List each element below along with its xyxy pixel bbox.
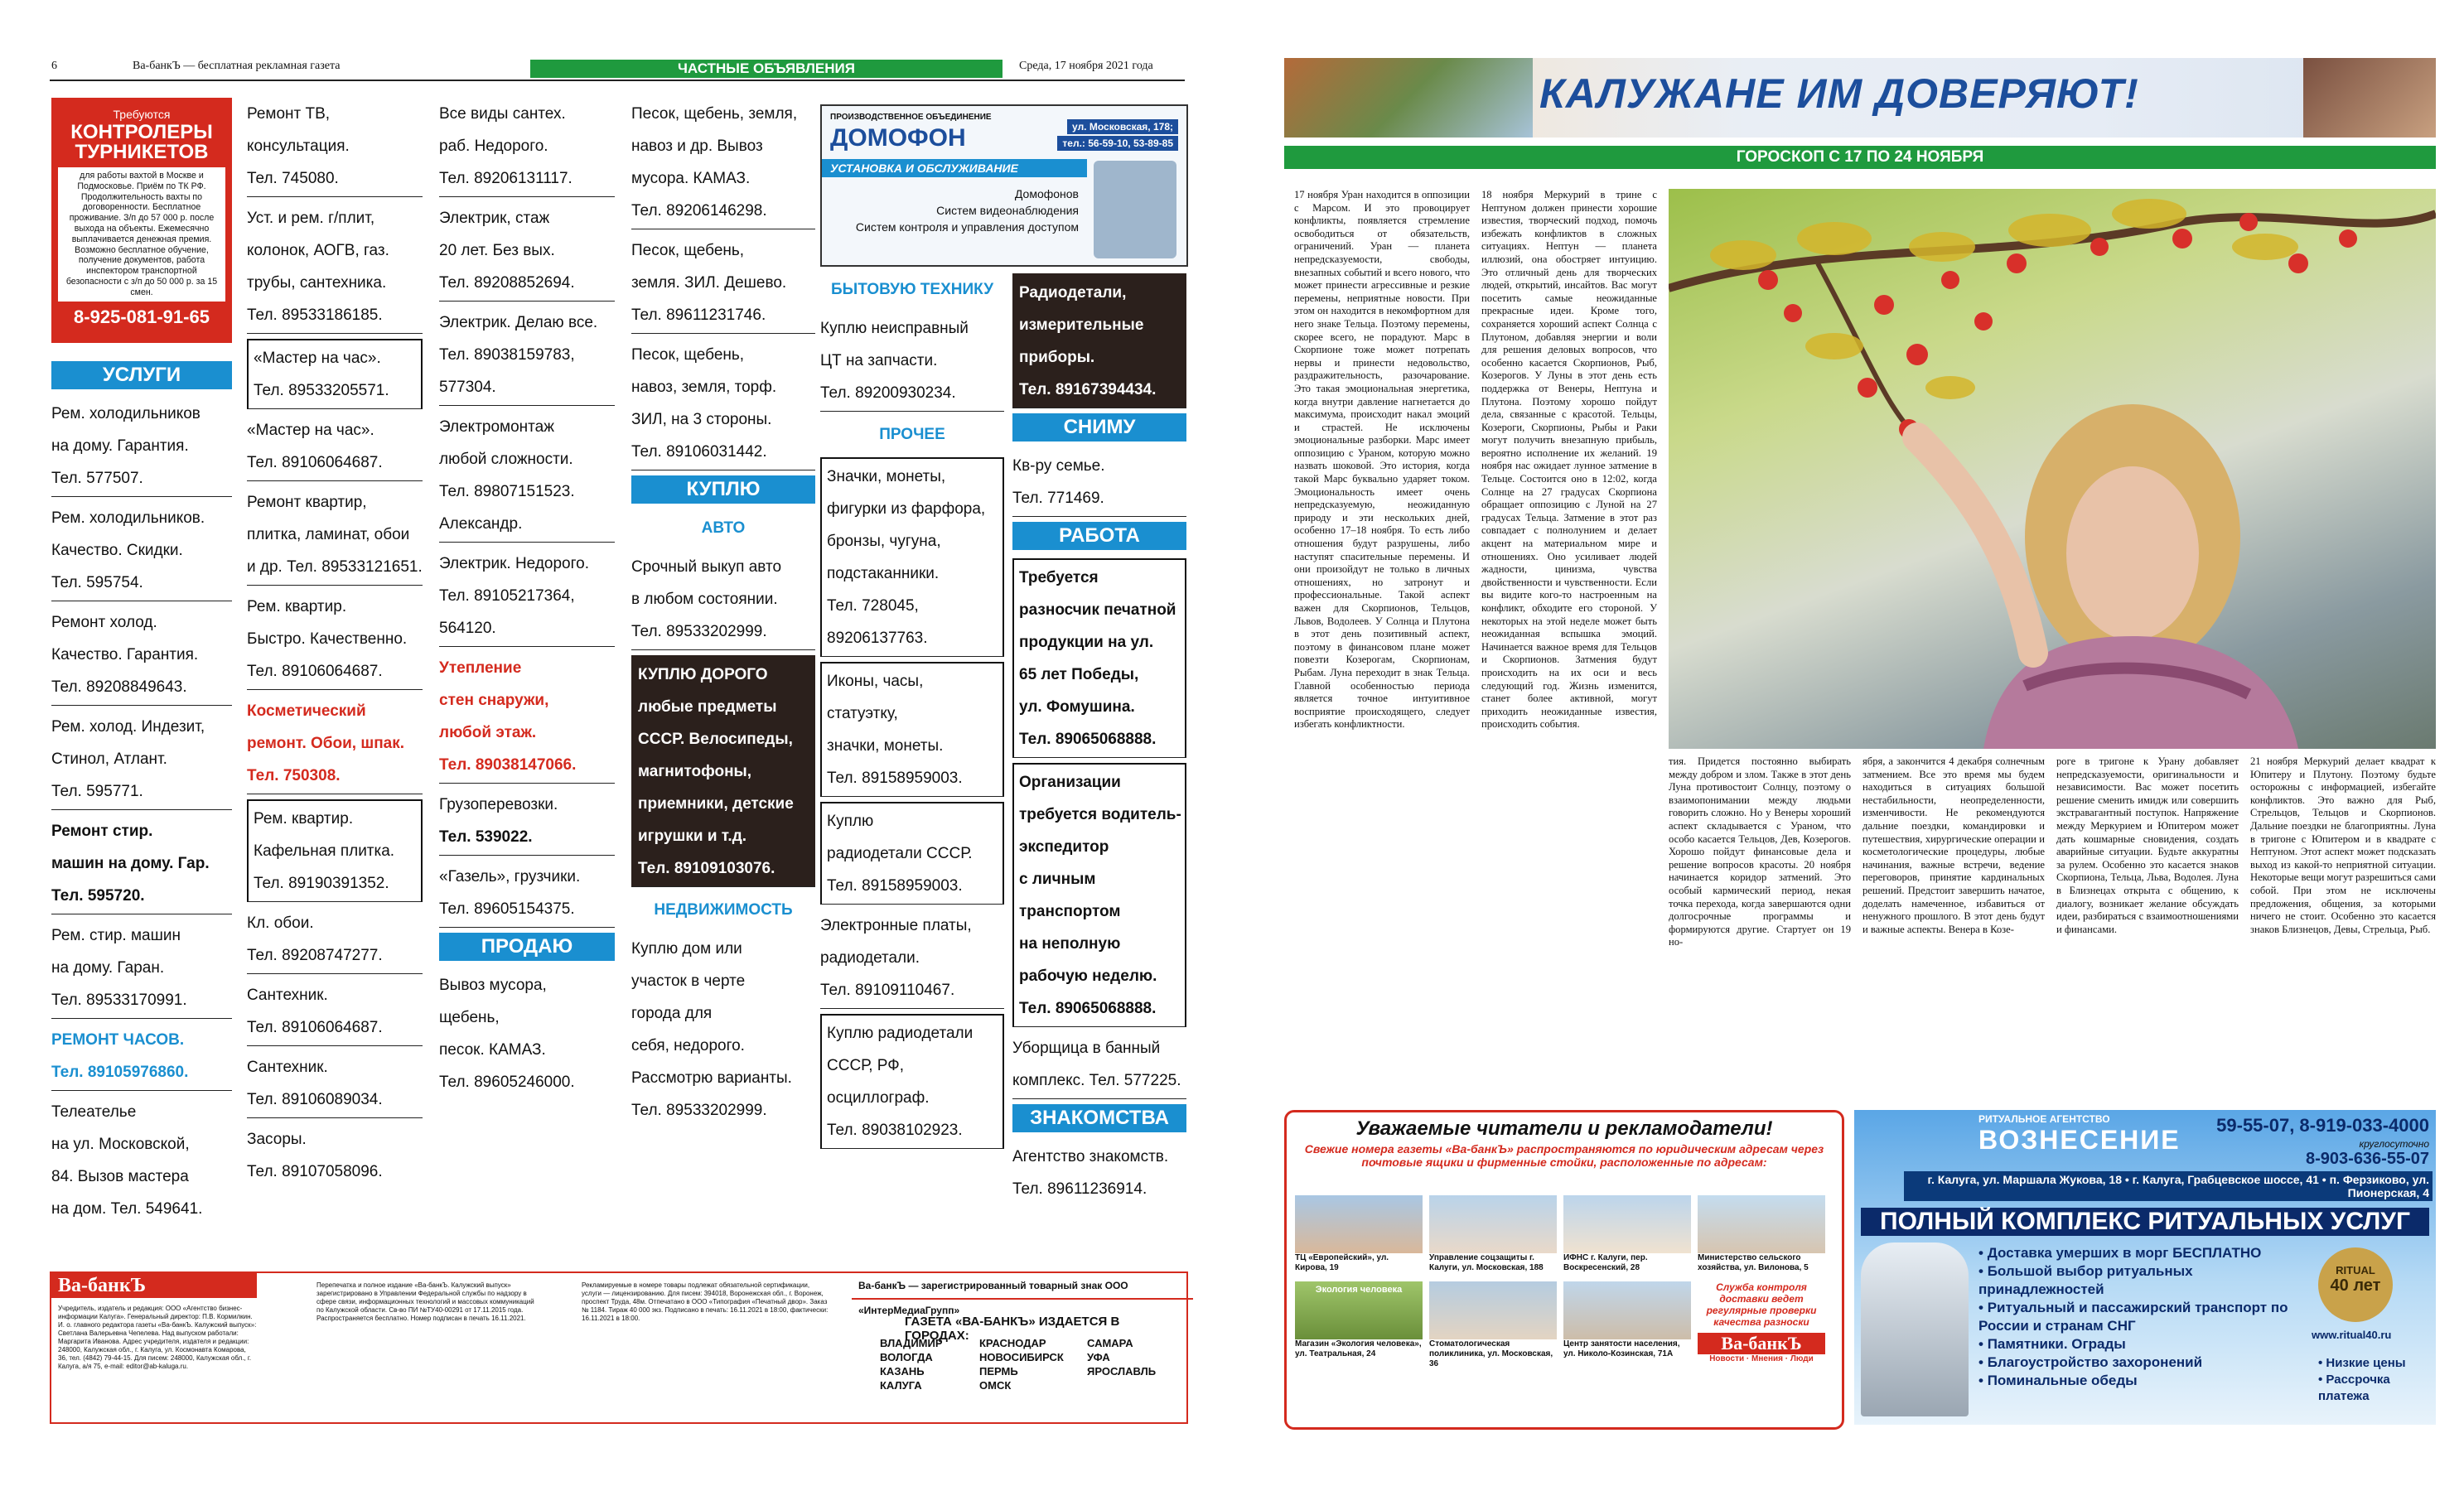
store-photo: Экология человека <box>1295 1281 1423 1339</box>
subsection-other: ПРОЧЕЕ <box>879 426 945 443</box>
ad-item: Куплю радиодетали СССР. Тел. 89158959003. <box>820 802 1004 905</box>
column-2 <box>247 98 423 1194</box>
ad-item: Уборщица в банный комплекс. Тел. 577225. <box>1012 1032 1186 1099</box>
location: Управление соцзащиты г. Калуги, ул. Московская, 188 <box>1429 1195 1557 1273</box>
service-item: • Поминальные обеды <box>1978 1373 2138 1388</box>
ad-item: РЕМОНТ ЧАСОВ. Тел. 89105976860. <box>51 1024 232 1091</box>
ad-item: Куплю неисправный ЦТ на запчасти. Тел. 89200930234. <box>820 312 1004 412</box>
ad-item-highlight: Радиодетали, измерительные приборы. Тел. 89167394434. <box>1012 273 1186 408</box>
subsection-tech: БЫТОВУЮ ТЕХНИКУ <box>830 281 994 298</box>
ad-turniket-title: КОНТРОЛЕРЫ ТУРНИКЕТОВ <box>70 121 213 163</box>
horoscope-col-5: роге в тригоне к Урану добавляет непредсказуемости, оригинальности и независимости. Вас может посетить решение сменить имидж или совершить экстравагантный поступок. Напряжение между Меркурием и Юпитером может дать кошмарные сновидения, создать аварийные ситуации. Будьте аккуратны за рулем. Особенно это касается знаков Скорпиона, Тельца, Льва, Водолея. Луна в Близнецах открыта с общению, к диалогу, возникает желание обсуждать идеи, разбираться с взаимоотношениями и финансами. <box>2056 755 2239 935</box>
location: Экология человека Магазин «Экология человека», ул. Театральная, 24 <box>1295 1281 1423 1369</box>
building-photo <box>1698 1195 1825 1253</box>
banner-title: КАЛУЖАНЕ ИМ ДОВЕРЯЮТ! <box>1539 70 2139 117</box>
ad-item: Куплю радиодетали СССР, РФ, осциллограф. Тел. 89038102923. <box>820 1014 1004 1149</box>
ad-item: Электрик. Делаю все. Тел. 89038159783, 577304. <box>439 306 615 406</box>
section-sell: ПРОДАЮ <box>439 933 615 961</box>
ad-item: Электрик, стаж 20 лет. Без вых. Тел. 89208852694. <box>439 202 615 302</box>
ad-domofon: ПРОИЗВОДСТВЕННОЕ ОБЪЕДИНЕНИЕ ДОМОФОН ул. Московская, 178; тел.: 56-59-10, 53-89-85 УСТАНОВКА И ОБСЛУЖИВАНИЕ Домофонов Систем видеонаблюдения Систем контроля и управления доступом <box>820 104 1188 267</box>
ad-turniket-body: для работы вахтой в Москве и Подмосковье. Приём по ТК РФ. Продолжительность вахты по договоренности. Бесплатное проживание. З/п до 57 000 р. после выхода на объекты. Ежемесячно выплачивается денежная премия. Возможно бесплатное обучение, получение документов, работа инспектором транспортной безопасности с з/п до 50 000 р. за 15 смен. <box>58 167 225 302</box>
column-6 <box>1012 273 1186 1212</box>
ad-item: Куплю дом или участок в черте города для себя, недорого. Рассмотрю варианты. Тел. 89533202999. <box>631 940 792 1119</box>
ad-item: Вывоз мусора, щебень, песок. КАМАЗ. Тел. 89605246000. <box>439 977 575 1091</box>
horoscope-col-1: 17 ноября Уран находится в оппозиции с Марсом. И это провоцирует конфликты, появляется стремление освободиться от обязательств, ограничений. Уран — планета непредсказуемости, свободы, внезапных событий и всего нового, что может принести агрессивные и резкие перемены, неприятные новости. При этом он находится в некомфортном для него знаке Тельца. Поэтому перемены, скорее всего, не порадуют. Марс в Скорпионе тоже может потрепать нервы и принести недовольство, раздражительность, разочарование. Это такая эмоциональная энергетика, когда внутри давление нагнетается до максимума, происходит накал эмоций и страстей. Не исключены эмоциональные разборки. Марс имеет оппозицию с Ураном, которую можно назвать шоковой. Это история, когда такой Марс буквально ударяет током. Эмоциональность имеет очень непредсказуемую, неожиданную природу и эти нескольких дней, особенно 17–18 ноября. То есть либо отношения будут разрушены, либо наступят спасительные перемены. И они произойдут не только в личных отношениях, но затронут и профессиональные. Такой аспект важен для Скорпионов, Тельцов, Львов, Водолеев. У Солнца и Плутона в этот день позитивный аспект, поэтому в финансовом плане может повезти Козерогам, Скорпионам, Рыбам. Луна переходит в знак Тельца. Главной особенностью периода является точное интуитивное восприятие происходящего, следует избегать конфликтности. <box>1294 189 1470 731</box>
service-item: • Доставка умерших в морг БЕСПЛАТНО <box>1978 1245 2262 1261</box>
subsection-realty: НЕДВИЖИМОСТЬ <box>654 901 793 919</box>
ad-item: Кл. обои. Тел. 89208747277. <box>247 907 423 974</box>
ad-item: Рем. холодильников на дому. Гарантия. Тел. 577507. <box>51 398 232 497</box>
issue-date: Среда, 17 ноября 2021 года <box>1019 60 1153 72</box>
location: ИФНС г. Калуги, пер. Воскресенский, 28 <box>1563 1195 1691 1273</box>
building-photo <box>1429 1281 1557 1339</box>
footer-imprint: Ва-банкЪ Учредитель, издатель и редакция: ООО «Агентство бизнес-информации Калуга». Генеральный директор: П.В. Кормилкин. И. о. главного редактора газеты «Ва-банкЪ. Калужский выпуск»: Светлана Валерьевна Чепелева. Над выпуском работали: Маргарита Иванова. Адрес учредителя, издателя и редакции: 248000, Калужская обл., г. Калуга, ул. Космонавта Комарова, 36, тел. (4842) 79-44-15. Для писем: 248000, Калужская обл., г. Калуга, а/я 75, e-mail: editor@ab-kaluga.ru. Перепечатка и полное издание «Ва-банкЪ. Калужский выпуск» зарегистрировано в Управлении Федеральной службы по надзору в сфере связи, информационных технологий и массовых коммуникаций по Калужской области. Св-во ПИ №ТУ40-00291 от 17.11.2015 года. Распространяется бесплатно. Номер подписан в печать 16.11.2021. Рекламируемые в номере товары подлежат обязательной сертификации, услуги — лицензированию. Для писем: 394018, Воронежская обл., г. Воронеж, проспект Труда, 48м. Отпечатано в ООО «Типография «Печатный двор». Заказ № 1184. Тираж 40 000 экз. Подписано в печать: 16.11.2021 в 18:00, фактически: 16.11.2021 в 18:00. Ва-банкЪ — зарегистрированный товарный знак ООО «ИнтерМедиаГрупп» ГАЗЕТА «ВА-БАНКЪ» ИЗДАЕТСЯ В ГОРОДАХ: ВЛАДИМИР ВОЛОГДА КАЗАНЬ КАЛУГА КРАСНОДАР НОВОСИБИРСК ПЕРМЬ ОМСК САМАРА УФА ЯРОСЛАВЛЬ <box>50 1271 1188 1424</box>
ad-item: Утепление стен снаружи, любой этаж. Тел. 89038147066. <box>439 652 615 784</box>
right-page <box>1253 0 2464 1491</box>
service-item: • Ритуальный и пассажирский транспорт по России и странам СНГ <box>1978 1300 2288 1334</box>
horoscope-col-6: 21 ноября Меркурий делает квадрат к Юпитеру и Плутону. Поэтому будьте осторожны с информацией, избегайте конфликтов. Это важно для Рыб, Стрельцов, Тельцов и Скорпионов. Дальние поездки не благоприятны. Луна в тригоне с Юпитером и в квадрате с Нептуном. Этот аспект может подсказать выход из какой-то неприятной ситуации. Некоторые вещи могут разрешиться сами собой. При этом не исключены предложения, общения, за которыми ничего не стоит. Особенно это касается знаков Близнецов, Девы, Стрельца, Рыб. <box>2250 755 2436 935</box>
left-page <box>0 0 1211 1491</box>
building-photo <box>1429 1195 1557 1253</box>
ad-turniket-phone: 8-925-081-91-65 <box>74 306 210 327</box>
ad-item: Телеателье на ул. Московской, 84. Вызов мастера на дом. Тел. 549641. <box>51 1103 203 1218</box>
banner-photos-left <box>1284 58 1533 138</box>
ad-item: Песок, щебень, земля. ЗИЛ. Дешево. Тел. 89611231746. <box>631 234 815 334</box>
ad-item: Электромонтаж любой сложности. Тел. 89807151523. Александр. <box>439 411 615 543</box>
ad-item: Все виды сантех. раб. Недорого. Тел. 89206131117. <box>439 98 615 197</box>
building-photo <box>1295 1195 1423 1253</box>
section-rent: СНИМУ <box>1012 413 1186 442</box>
ad-item: «Газель», грузчики. Тел. 89605154375. <box>439 861 615 928</box>
header-rule <box>50 80 1185 81</box>
ad-item: Ремонт квартир, плитка, ламинат, обои и др. Тел. 89533121651. <box>247 486 423 586</box>
column-1 <box>51 361 232 1232</box>
ad-readers: Уважаемые читатели и рекламодатели! Свежие номера газеты «Ва-банкЪ» распространяются по юридическим адресам через почтовые ящики и фирменные стойки, расположенные по адресам: ТЦ «Европейский», ул. Кирова, 19 Управление соцзащиты г. Калуги, ул. Московская, 188 ИФНС г. Калуги, пер. Воскресенский, 28 Министерство сельского хозяйства, ул. Вилонова, 5 Экология человека Магазин «Экология человека», ул. Театральная, 24 Стоматологическая поликлиника, ул. Московская, 36 Центр занятости населения, ул. Николо-Козинская, 71А Служба контроля доставки ведет регулярные проверки качества разноски Ва-банкЪ Новости · Мнения · Люди <box>1284 1110 1844 1430</box>
ad-item: Электронные платы, радиодетали. Тел. 89109110467. <box>820 910 1004 1009</box>
ad-item: Рем. квартир. Быстро. Качественно. Тел. 89106064687. <box>247 591 423 690</box>
horoscope-col-2: 18 ноября Меркурий в трине с Нептуном должен принести хорошие известия, творческий подход, помочь избежать конфликтов в сложных ситуациях. Нептун — планета иллюзий, она обостряет интуицию. Это отличный день для творческих людей, открытий, инсайтов. Вас могут посетить самые неожиданные прекрасные идеи. Кроме того, сохраняется хороший аспект Солнца с Плутоном, добавляя энергии и воли для решения деловых вопросов, что особенно касается Скорпионов, Рыб, Козерогов. У Луны в этот день есть поддержка от Венеры, Нептуна и Плутона. Поэтому хорошо пойдут дела, связанные с красотой. Тельцы, Козероги, Скорпионы, Рыбы и Раки могут получить внезапную прибыль, вероятно исполнение их желаний. 19 ноября нас ожидает лунное затмение в Тельце. Состоится оно в 12:02, когда Солнце на 27 градусах Скорпиона обращает оппозицию с Луной на 27 градусах Тельца. Затмение в этот раз совпадает с полнолунием и делает акцент на материальном мире и отношениях. Оно усиливает людей жадности, цинизма, чувства двойственности и чувственности. Если вы видите кого-то настроенным на конфликт, обходите его стороной. У некоторых на этой неделе может быть неожиданная вспышка эмоций. Начинается важное время для Тельцов и Скорпионов. Затмения будут происходить на их оси и весь следующий год. Жизнь изменится, станет более активной, могут приходить неожиданные известия, происходить события. <box>1481 189 1657 731</box>
ad-item: Рем. холодильников. Качество. Скидки. Тел. 595754. <box>51 502 232 601</box>
intercom-icon <box>1094 161 1176 258</box>
building-photo <box>1563 1195 1691 1253</box>
column-3 <box>439 98 615 1105</box>
vabank-logo: Ва-банкЪ <box>1698 1333 1825 1354</box>
ad-item: Рем. квартир. Кафельная плитка. Тел. 89190391352. <box>247 799 423 902</box>
ad-item: Рем. холод. Индезит, Стинол, Атлант. Тел. 595771. <box>51 711 232 810</box>
service-item: • Большой выбор ритуальных принадлежностей <box>1978 1263 2193 1297</box>
banner-photos-right <box>2303 58 2436 138</box>
service-item: • Памятники. Ограды <box>1978 1336 2126 1352</box>
ad-item: Грузоперевозки. Тел. 539022. <box>439 789 615 856</box>
page-number: 6 <box>51 60 57 72</box>
section-services: УСЛУГИ <box>51 361 232 389</box>
ad-item: Значки, монеты, фигурки из фарфора, бронзы, чугуна, подстаканники. Тел. 728045, 89206137763. <box>820 457 1004 657</box>
banner <box>1284 58 2436 138</box>
angel-statue-icon <box>1861 1242 1969 1416</box>
ad-item: Срочный выкуп авто в любом состоянии. Тел. 89533202999. <box>631 551 815 650</box>
location: Министерство сельского хозяйства, ул. Вилонова, 5 <box>1698 1195 1825 1273</box>
ad-item: Песок, щебень, навоз, земля, торф. ЗИЛ, на 3 стороны. Тел. 89106031442. <box>631 339 815 470</box>
ad-item: Песок, щебень, земля, навоз и др. Вывоз мусора. КАМАЗ. Тел. 89206146298. <box>631 98 815 229</box>
ad-item: Ремонт стир. машин на дому. Гар. Тел. 595720. <box>51 815 232 914</box>
ad-turniket <box>51 98 232 343</box>
ad-item-highlight: КУПЛЮ ДОРОГО любые предметы СССР. Велосипеды, магнитофоны, приемники, детские игрушки и т.д. Тел. 89109103076. <box>631 655 815 887</box>
ritual-badge: RITUAL 40 лет <box>2318 1247 2393 1322</box>
location: Стоматологическая поликлиника, ул. Московская, 36 <box>1429 1281 1557 1369</box>
photo-illustration <box>1669 189 2436 749</box>
section-header: ЧАСТНЫЕ ОБЪЯВЛЕНИЯ <box>530 60 1003 78</box>
section-job: РАБОТА <box>1012 522 1186 550</box>
subsection-auto: АВТО <box>701 519 746 537</box>
ad-funeral: РИТУАЛЬНОЕ АГЕНТСТВО ВОЗНЕСЕНИЕ 59-55-07, 8-919-033-4000 круглосуточно 8-903-636-55-07 г. Калуга, ул. Маршала Жукова, 18 • г. Калуга, Грабцевское шоссе, 41 • п. Ферзиково, ул. Пионерская, 4 ПОЛНЫЙ КОМПЛЕКС РИТУАЛЬНЫХ УСЛУГ • Доставка умерших в морг БЕСПЛАТНО • Большой выбор ритуальных принадлежностей • Ритуальный и пассажирский транспорт по России и странам СНГ • Памятники. Ограды • Благоустройство захоронений • Поминальные обеды RITUAL 40 лет www.ritual40.ru • Низкие цены • Рассрочка платежа <box>1854 1110 2436 1425</box>
ad-turniket-top: Требуются <box>113 108 171 121</box>
ad-item: Косметический ремонт. Обои, шпак. Тел. 750308. <box>247 695 423 794</box>
horoscope-col-4: ября, а закончится 4 декабря солнечным затмением. Все это время мы будем находиться в ситуациях большой нестабильности, неопределенности, изменчивости. Не рекомендуются дальние поездки, командировки и путешествия, хирургические операции и косметологические процедуры, любые начинания, важные встречи, ведение переговоров, принятие кардинальных решений. Предстоит завершить начатое, доделать намеченное, избавиться от ненужного прошлого. В этот день будут и важные аспекты. Венера в Козе- <box>1862 755 2045 935</box>
ad-item: Уст. и рем. г/плит, колонок, АОГВ, газ. трубы, сантехника. Тел. 89533186185. <box>247 202 423 334</box>
ad-item: «Мастер на час». Тел. 89106064687. <box>247 414 423 481</box>
photo-woman-tree <box>1669 189 2436 749</box>
footer-logo: Ва-банкЪ <box>51 1273 257 1298</box>
ad-item: Рем. стир. машин на дому. Гаран. Тел. 89533170991. <box>51 919 232 1019</box>
ad-item: Сантехник. Тел. 89106064687. <box>247 979 423 1046</box>
section-buy: КУПЛЮ <box>631 475 815 504</box>
ad-item: Ремонт холод. Качество. Гарантия. Тел. 89208849643. <box>51 606 232 706</box>
ad-item: Сантехник. Тел. 89106089034. <box>247 1051 423 1118</box>
column-5 <box>820 273 1004 1154</box>
horoscope-title: ГОРОСКОП С 17 ПО 24 НОЯБРЯ <box>1284 146 2436 169</box>
masthead: Ва-банкЪ — бесплатная рекламная газета <box>133 60 341 72</box>
column-4 <box>631 98 815 1133</box>
ad-item: Агентство знакомств. Тел. 89611236914. <box>1012 1148 1169 1198</box>
ad-item: Организации требуется водитель- экспедитор с личным транспортом на неполную рабочую неделю. Тел. 89065068888. <box>1012 763 1186 1027</box>
horoscope-col-3: тия. Придется постоянно выбирать между добром и злом. Также в этот день Луна противостоит Солнцу, поэтому о взаимопонимании между людьми говорить сложно. Но у Венеры хороший аспект складывается с Ураном, что особо касается Тельцов, Дев, Козерогов. Хорошо пойдут финансовые дела и решение вопросов красоты. 20 ноября начинается коридор затмений. Это особый кармический период, некая точка перехода, когда завершаются одни долгосрочные программы и формируются другие. Стартует он 19 но- <box>1669 755 1851 948</box>
location: Центр занятости населения, ул. Николо-Козинская, 71А <box>1563 1281 1691 1369</box>
ad-item: Засоры. Тел. 89107058096. <box>247 1131 383 1180</box>
ad-item: Кв-ру семье. Тел. 771469. <box>1012 450 1186 517</box>
ad-item: Требуется разносчик печатной продукции на ул. 65 лет Победы, ул. Фомушина. Тел. 89065068888. <box>1012 558 1186 758</box>
service-item: • Благоустройство захоронений <box>1978 1354 2203 1370</box>
building-photo <box>1563 1281 1691 1339</box>
ad-item: Ремонт ТВ, консультация. Тел. 745080. <box>247 98 423 197</box>
location: ТЦ «Европейский», ул. Кирова, 19 <box>1295 1195 1423 1273</box>
ad-item: Электрик. Недорого. Тел. 89105217364, 564120. <box>439 548 615 647</box>
ad-item: «Мастер на час». Тел. 89533205571. <box>247 339 423 409</box>
ad-item: Иконы, часы, статуэтку, значки, монеты. Тел. 89158959003. <box>820 662 1004 797</box>
section-dating: ЗНАКОМСТВА <box>1012 1104 1186 1132</box>
